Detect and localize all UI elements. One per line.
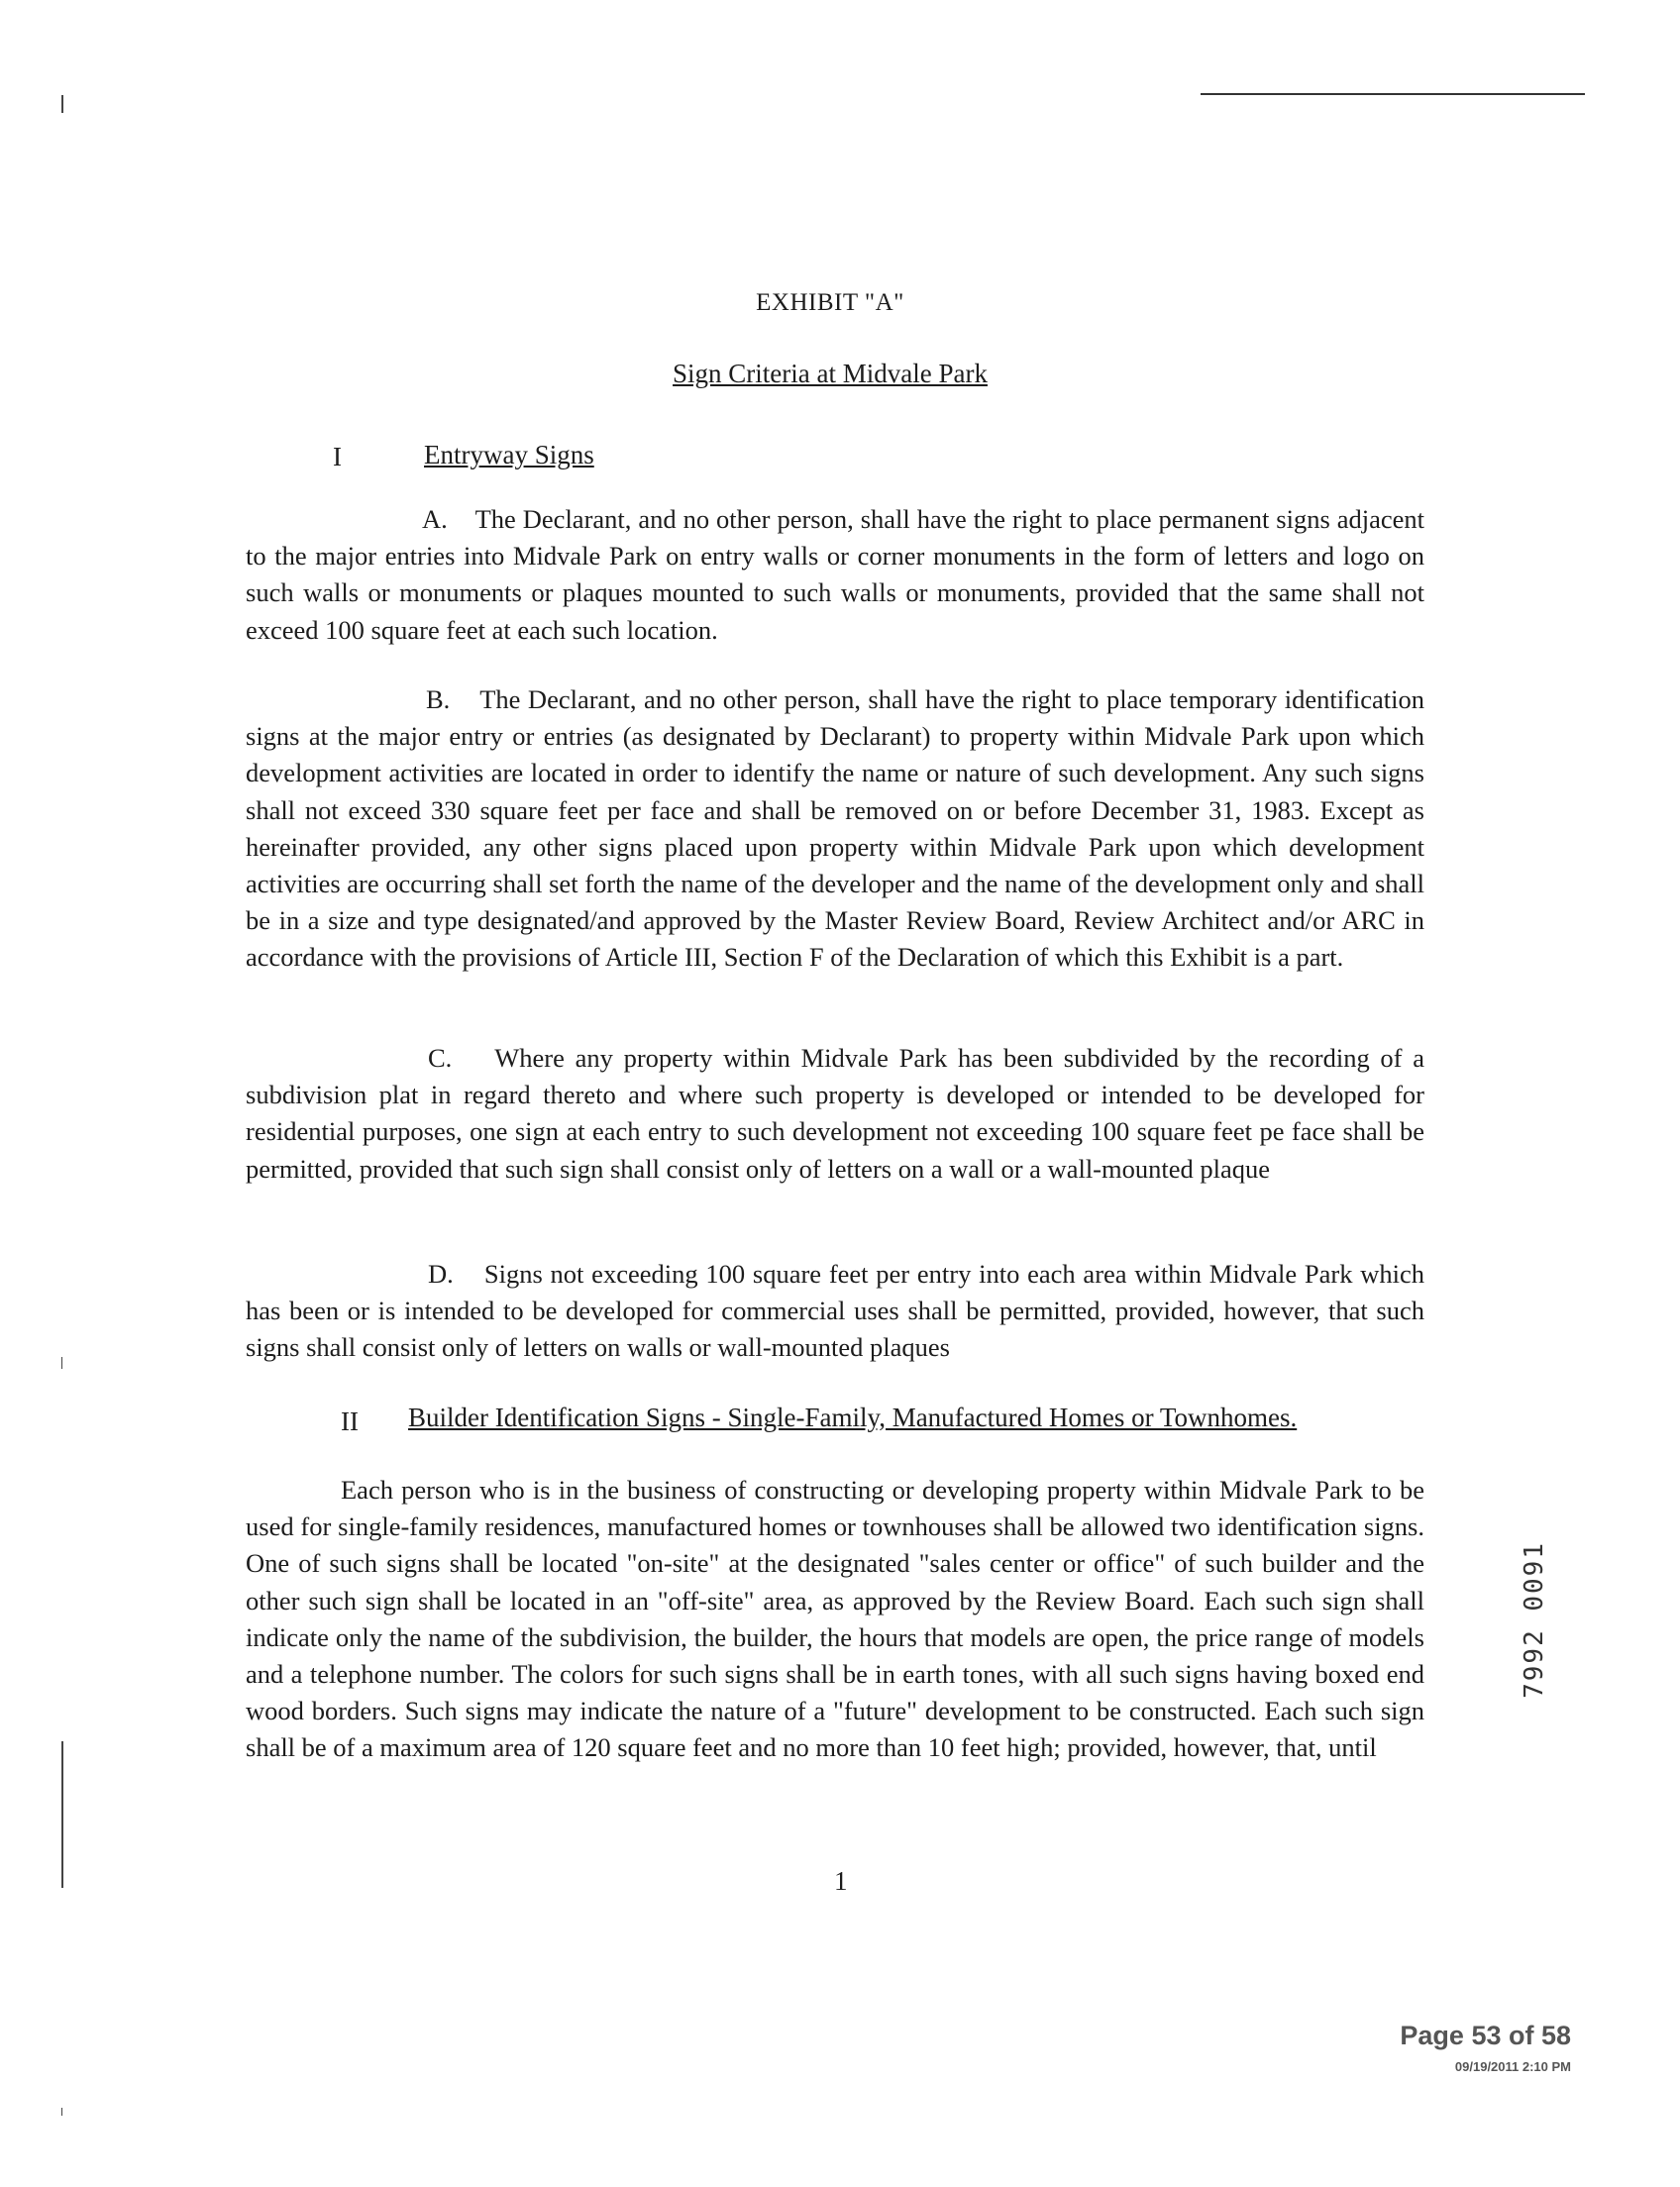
exhibit-heading: EXHIBIT "A" <box>756 289 904 316</box>
paragraph-text: The Declarant, and no other person, shall have the right to place permanent signs adjacent to the major entries into Midvale Park on entry walls or corner monuments in the form of letters and logo on such walls or monuments or plaques mounted to such walls or monuments, provided that the same shall not exceed 100 square feet at each such location. <box>246 504 1425 645</box>
scan-mark <box>61 1741 63 1888</box>
paragraph-label: A. <box>422 504 448 534</box>
paragraph-d <box>246 1256 1424 1367</box>
paragraph-label: C. <box>428 1043 453 1073</box>
paragraph-a <box>246 501 1424 649</box>
section-heading: Builder Identification Signs - Single-Family, Manufactured Homes or Townhomes. <box>408 1403 1298 1432</box>
paragraph-text: Signs not exceeding 100 square feet per entry into each area within Midvale Park which has been or is intended to be developed for commercial uses shall be permitted, provided, however, that such signs shall consist only of letters on walls or wall-mounted plaques <box>246 1259 1425 1363</box>
footer-page-label: Page 53 of 58 <box>1400 2021 1571 2050</box>
recording-stamp: 7992 0091 <box>1520 1541 1549 1699</box>
scan-mark <box>61 2108 62 2116</box>
scan-mark <box>61 95 63 113</box>
paragraph-builder-signs <box>246 1472 1424 1767</box>
paragraph-text: Where any property within Midvale Park has been subdivided by the recording of a subdivision plat in regard thereto and where such property is developed or intended to be developed for residential purposes, one sign at each entry to such development not exceeding 100 square feet pe face shall be permitted, provided that such sign shall consist only of letters on a wall or a wall-mounted plaque <box>246 1043 1425 1184</box>
paragraph-label: B. <box>426 684 451 714</box>
top-rule-line <box>1201 93 1585 95</box>
paragraph-text: Each person who is in the business of constructing or developing property within Midvale Park to be used for single-family residences, manufactured homes or townhouses shall be allowed two identification signs. One of such signs shall be located "on-site" at the designated "sales center or office" of such builder and the other such sign shall be located in an "off-site" area, as approved by the Review Board. Each such sign shall indicate only the name of the subdivision, the builder, the hours that models are open, the price range of models and a telephone number. The colors for such signs shall be in earth tones, with all such signs having boxed end wood borders. Such signs may indicate the nature of a "future" development to be constructed. Each such sign shall be of a maximum area of 120 square feet and no more than 10 feet high; provided, however, that, until <box>246 1475 1424 1763</box>
paragraph-label: D. <box>428 1259 454 1289</box>
scan-mark <box>61 1357 62 1369</box>
document-title: Sign Criteria at Midvale Park <box>673 359 988 388</box>
paragraph-text: The Declarant, and no other person, shall have the right to place temporary identification signs at the major entry or entries (as designated by Declarant) to property within Midvale Park upon which development activities are located in order to identify the name or nature of such development. Any such signs shall not exceed 330 square feet per face and shall be removed on or before December 31, 1983. Except as hereinafter provided, any other signs placed upon property within Midvale Park upon which development activities are occurring shall set forth the name of the developer and the name of the development only and shall be in a size and type designated/and approved by the Master Review Board, Review Architect and/or ARC in accordance with the provisions of Article III, Section F of the Declaration of which this Exhibit is a part. <box>246 684 1424 973</box>
section-heading: Entryway Signs <box>424 440 594 469</box>
paragraph-c <box>246 1040 1424 1188</box>
footer-timestamp: 09/19/2011 2:10 PM <box>1454 2059 1571 2074</box>
page-number: 1 <box>834 1866 848 1896</box>
section-number: II <box>341 1406 359 1436</box>
section-number: I <box>333 442 342 471</box>
paragraph-b <box>246 681 1424 977</box>
